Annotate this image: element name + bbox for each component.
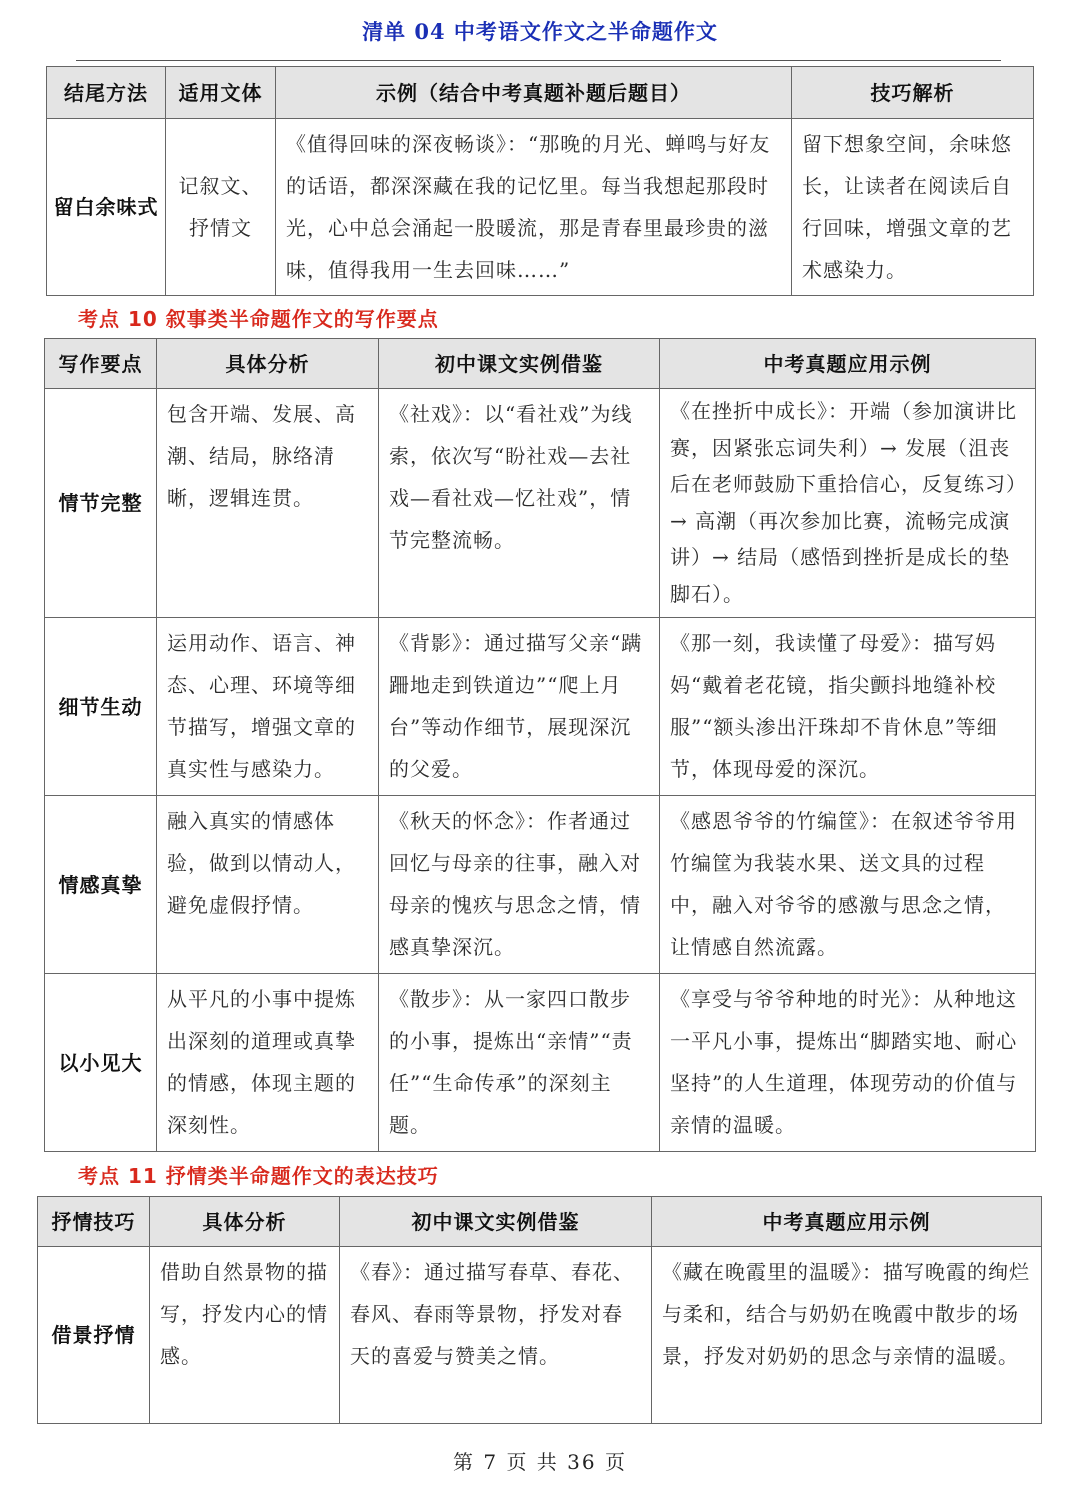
table-row [38, 1247, 1042, 1424]
textbook-example-cell: 《背影》：通过描写父亲“蹒跚地走到铁道边”“爬上月台”等动作细节，展现深沉的父爱。 [379, 618, 660, 796]
header-divider [76, 60, 1001, 61]
table-row [47, 119, 1034, 296]
textbook-example-cell: 《社戏》：以“看社戏”为线索，依次写“盼社戏—去社戏—看社戏—忆社戏”，情节完整流畅。 [379, 389, 660, 618]
exam-example-cell: 《在挫折中成长》：开端（参加演讲比赛，因紧张忘词失利）→ 发展（沮丧后在老师鼓励下重拾信心，反复练习）→ 高潮（再次参加比赛，流畅完成演讲）→ 结局（感悟到挫折是成长的垫脚石）。 [660, 389, 1036, 618]
exam-example-cell: 《感恩爷爷的竹编筐》：在叙述爷爷用竹编筐为我装水果、送文具的过程中，融入对爷爷的感激与思念之情，让情感自然流露。 [660, 796, 1036, 974]
column-header: 初中课文实例借鉴 [379, 339, 660, 389]
column-header: 中考真题应用示例 [652, 1197, 1042, 1247]
narrative-points-table [44, 338, 1036, 1152]
row-label: 情节完整 [45, 389, 157, 618]
textbook-example-cell: 《散步》：从一家四口散步的小事，提炼出“亲情”“责任”“生命传承”的深刻主题。 [379, 974, 660, 1152]
textbook-example-cell: 《秋天的怀念》：作者通过回忆与母亲的往事，融入对母亲的愧疚与思念之情，情感真挚深沉。 [379, 796, 660, 974]
column-header: 技巧解析 [792, 67, 1034, 119]
exam-example-cell: 《那一刻，我读懂了母爱》：描写妈妈“戴着老花镜，指尖颤抖地缝补校服”“额头渗出汗珠却不肯休息”等细节，体现母爱的深沉。 [660, 618, 1036, 796]
page-number: 第 7 页 共 36 页 [453, 1450, 627, 1474]
table-header-row [38, 1197, 1042, 1247]
exam-example-cell: 《享受与爷爷种地的时光》：从种地这一平凡小事，提炼出“脚踏实地、耐心坚持”的人生道理，体现劳动的价值与亲情的温暖。 [660, 974, 1036, 1152]
genre-cell: 记叙文、抒情文 [166, 119, 276, 296]
column-header: 抒情技巧 [38, 1197, 150, 1247]
analysis-cell: 留下想象空间，余味悠长，让读者在阅读后自行回味，增强文章的艺术感染力。 [792, 119, 1034, 296]
page-title: 清单 04 中考语文作文之半命题作文 [362, 19, 718, 44]
row-label: 情感真挚 [45, 796, 157, 974]
table-row [45, 974, 1036, 1152]
textbook-example-cell: 《春》：通过描写春草、春花、春风、春雨等景物，抒发对春天的喜爱与赞美之情。 [340, 1247, 652, 1424]
column-header: 具体分析 [157, 339, 379, 389]
table-row [45, 618, 1036, 796]
analysis-cell: 运用动作、语言、神态、心理、环境等细节描写，增强文章的真实性与感染力。 [157, 618, 379, 796]
column-header: 具体分析 [150, 1197, 340, 1247]
example-cell: 《值得回味的深夜畅谈》：“那晚的月光、蝉鸣与好友的话语，都深深藏在我的记忆里。每当我想起那段时光，心中总会涌起一股暖流，那是青春里最珍贵的滋味，值得我用一生去回味……” [276, 119, 792, 296]
row-label: 细节生动 [45, 618, 157, 796]
analysis-cell: 融入真实的情感体验，做到以情动人，避免虚假抒情。 [157, 796, 379, 974]
column-header: 中考真题应用示例 [660, 339, 1036, 389]
analysis-cell: 包含开端、发展、高潮、结局，脉络清晰，逻辑连贯。 [157, 389, 379, 618]
row-label: 留白余味式 [47, 119, 166, 296]
row-label: 以小见大 [45, 974, 157, 1152]
section-heading-11: 考点 11 抒情类半命题作文的表达技巧 [78, 1164, 439, 1188]
analysis-cell: 借助自然景物的描写，抒发内心的情感。 [150, 1247, 340, 1424]
row-label: 借景抒情 [38, 1247, 150, 1424]
section-heading-10: 考点 10 叙事类半命题作文的写作要点 [78, 307, 439, 331]
column-header: 结尾方法 [47, 67, 166, 119]
table-header-row [47, 67, 1034, 119]
exam-example-cell: 《藏在晚霞里的温暖》：描写晚霞的绚烂与柔和，结合与奶奶在晚霞中散步的场景，抒发对奶奶的思念与亲情的温暖。 [652, 1247, 1042, 1424]
ending-methods-table [46, 66, 1034, 296]
column-header: 示例（结合中考真题补题后题目） [276, 67, 792, 119]
table-row [45, 389, 1036, 618]
column-header: 初中课文实例借鉴 [340, 1197, 652, 1247]
table-row [45, 796, 1036, 974]
column-header: 适用文体 [166, 67, 276, 119]
table-header-row [45, 339, 1036, 389]
column-header: 写作要点 [45, 339, 157, 389]
analysis-cell: 从平凡的小事中提炼出深刻的道理或真挚的情感，体现主题的深刻性。 [157, 974, 379, 1152]
lyrical-techniques-table [37, 1196, 1042, 1424]
